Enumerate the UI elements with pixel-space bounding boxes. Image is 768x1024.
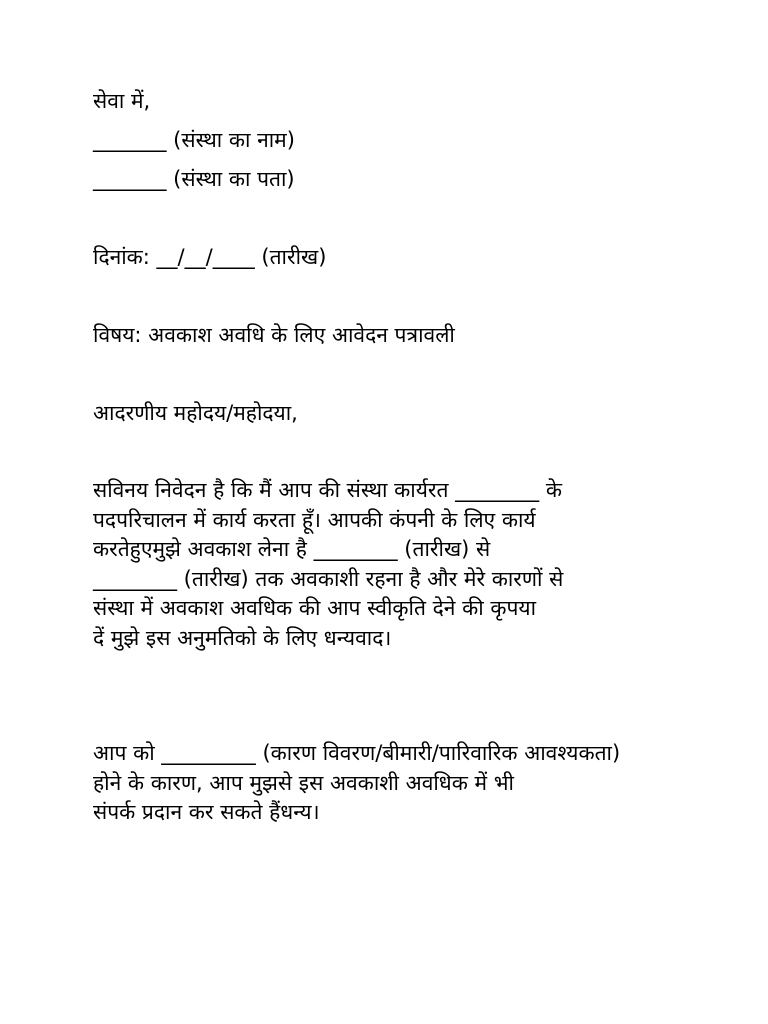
paragraph-line: संस्था में अवकाश अवधिक की आप स्वीकृति देने की कृपया — [93, 596, 537, 620]
paragraph-line: दें मुझे इस अनुमतिको के लिए धन्यवाद। — [93, 625, 392, 650]
address-line-1: _______ (संस्था का नाम) — [93, 128, 295, 152]
paragraph-line: पदपरिचालन में कार्य करता हूँ। आपकी कंपनी के लिए कार्य — [93, 507, 536, 532]
paragraph-line: ________ (तारीख) तक अवकाशी रहना है और मेरे कारणों से — [93, 566, 564, 591]
paragraph-line: होने के कारण, आप मुझसे इस अवकाशी अवधिक में भी — [93, 770, 514, 795]
greeting: आदरणीय महोदय/महोदया, — [93, 401, 298, 425]
paragraph-line: सविनय निवेदन है कि मैं आप की संस्था कार्यरत ________ के — [93, 478, 562, 502]
paragraph-line: करतेहुएमुझे अवकाश लेना है ________ (तारीख) से — [93, 537, 491, 561]
paragraph-line: आप को _________ (कारण विवरण/बीमारी/पारिवारिक आवश्यकता) — [93, 741, 621, 765]
body-paragraph-1 — [93, 476, 683, 653]
address-line-2: _______ (संस्था का पता) — [93, 167, 295, 191]
body-paragraph-2 — [93, 739, 683, 828]
date-line: दिनांक: __/__/____ (तारीख) — [93, 245, 327, 269]
salutation-to: सेवा में, — [93, 89, 151, 113]
paragraph-line: संपर्क प्रदान कर सकते हैंधन्य। — [93, 800, 320, 824]
subject-line: विषय: अवकाश अवधि के लिए आवेदन पत्रावली — [93, 323, 455, 347]
